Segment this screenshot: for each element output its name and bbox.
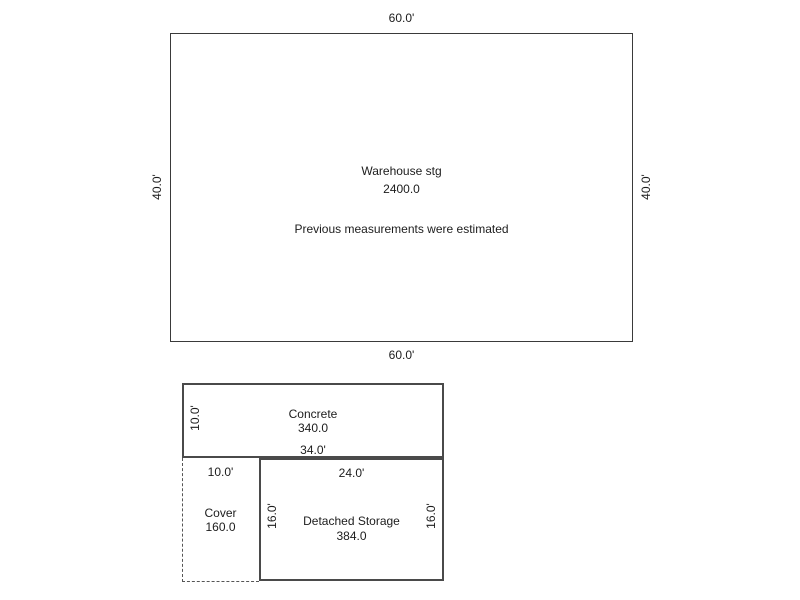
detached-storage-dim-top: 24.0'	[338, 466, 365, 480]
cover-dim-top: 10.0'	[207, 465, 234, 479]
warehouse-area-value: 2400.0	[383, 182, 420, 196]
cover-area-value: 160.0	[205, 520, 236, 534]
detached-storage-dim-left: 16.0'	[265, 503, 279, 529]
concrete-area-value: 340.0	[297, 421, 329, 435]
warehouse-note: Previous measurements were estimated	[294, 222, 509, 236]
warehouse-label: Warehouse stg	[361, 164, 442, 178]
detached-storage-area-value: 384.0	[336, 529, 367, 543]
warehouse-dim-right: 40.0'	[639, 174, 653, 200]
concrete-dim-left: 10.0'	[188, 405, 202, 431]
warehouse-dim-bottom: 60.0'	[388, 348, 415, 362]
detached-storage-label: Detached Storage	[303, 514, 400, 528]
warehouse-dim-left: 40.0'	[150, 174, 164, 200]
cover-label: Cover	[204, 506, 237, 520]
concrete-label: Concrete	[288, 407, 338, 421]
concrete-dim-bottom: 34.0'	[300, 443, 326, 457]
detached-storage-dim-right: 16.0'	[424, 503, 438, 529]
warehouse-dim-top: 60.0'	[388, 11, 415, 25]
